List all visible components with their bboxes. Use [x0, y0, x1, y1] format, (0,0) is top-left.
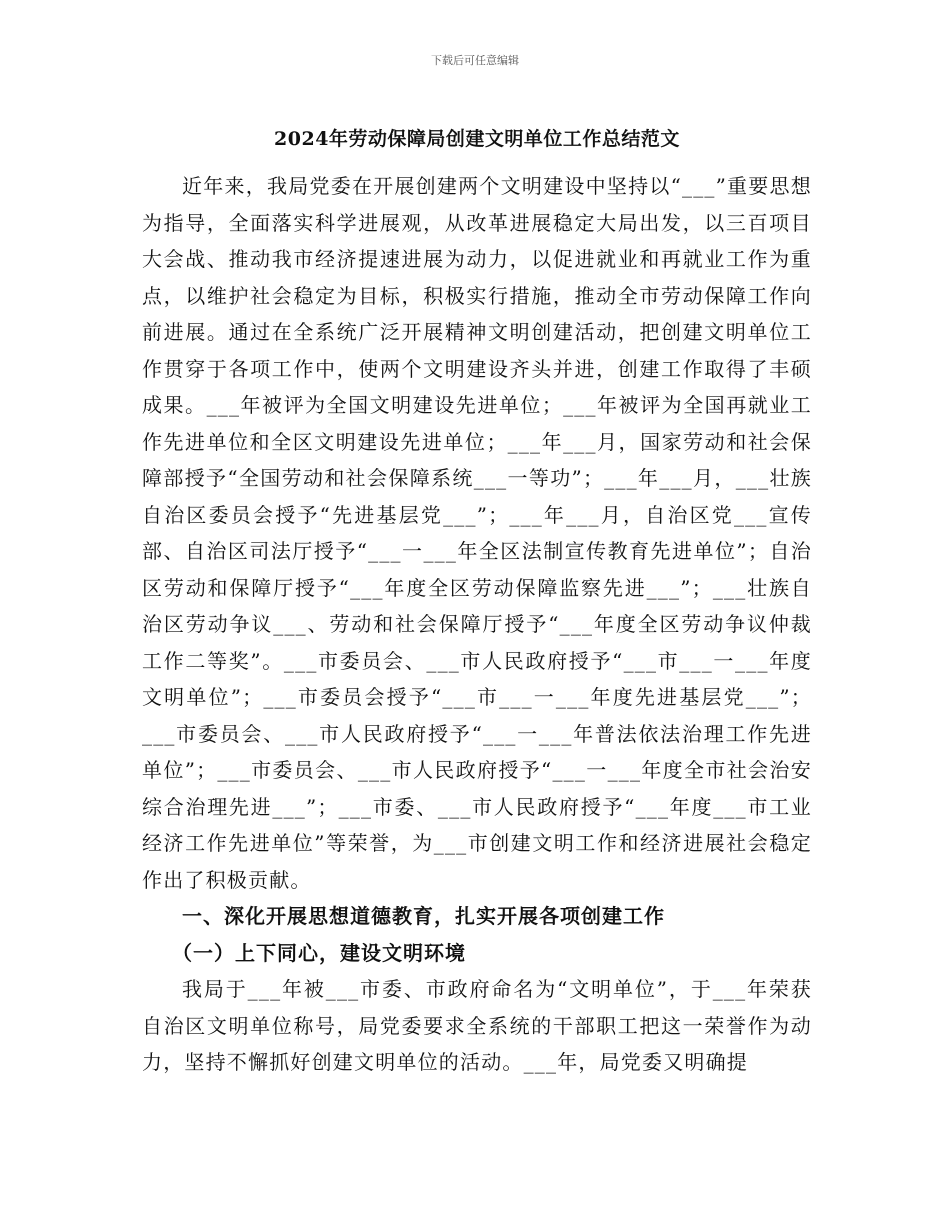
subsection-heading-1: （一）上下同心，建设文明环境 — [172, 940, 466, 965]
section-1-paragraph: 我局于___年被___市委、市政府命名为“文明单位”，于___年荣获自治区文明单位称号，局党委要求全系统的干部职工把这一荣誉作为动力，坚持不懈抓好创建文明单位的活动。___年，局党委又明确提 — [142, 977, 812, 1074]
document-body — [142, 168, 812, 1081]
section-heading-1: 一、深化开展思想道德教育，扎实开展各项创建工作 — [182, 904, 665, 928]
document-title: 2024年劳动保障局创建文明单位工作总结范文 — [274, 128, 680, 150]
intro-paragraph: 近年来，我局党委在开展创建两个文明建设中坚持以“___”重要思想为指导，全面落实科学进展观，从改革进展稳定大局出发，以三百项目大会战、推动我市经济提速进展为动力，以促进就业和再就业工作为重点，以维护社会稳定为目标，积极实行措施，推动全市劳动保障工作向前进展。通过在全系统广泛开展精神文明创建活动，把创建文明单位工作贯穿于各项工作中，使两个文明建设齐头并进，创建工作取得了丰硕成果。___年被评为全国文明建设先进单位；___年被评为全国再就业工作先进单位和全区文明建设先进单位；___年___月，国家劳动和社会保障部授予“全国劳动和社会保障系统___一等功”；___年___月，___壮族自治区委员会授予“先进基层党___”；___年___月，自治区党___宣传部、自治区司法厅授予“___一___年全区法制宣传教育先进单位”；自治区劳动和保障厅授予“___年度全区劳动保障监察先进___”；___壮族自治区劳动争议___、劳动和社会保障厅授予“___年度全区劳动争议仲裁工作二等奖”。___市委员会、___市人民政府授予“___市___一___年度文明单位”；___市委员会授予“___市___一___年度先进基层党___”；___市委员会、___市人民政府授予“___一___年普法依法治理工作先进单位”；___市委员会、___市人民政府授予“___一___年度全市社会治安综合治理先进___”；___市委、___市人民政府授予“___年度___市工业经济工作先进单位”等荣誉，为___市创建文明工作和经济进展社会稳定作出了积极贡献。 — [142, 174, 812, 892]
header-note: 下载后可任意编辑 — [431, 54, 519, 67]
